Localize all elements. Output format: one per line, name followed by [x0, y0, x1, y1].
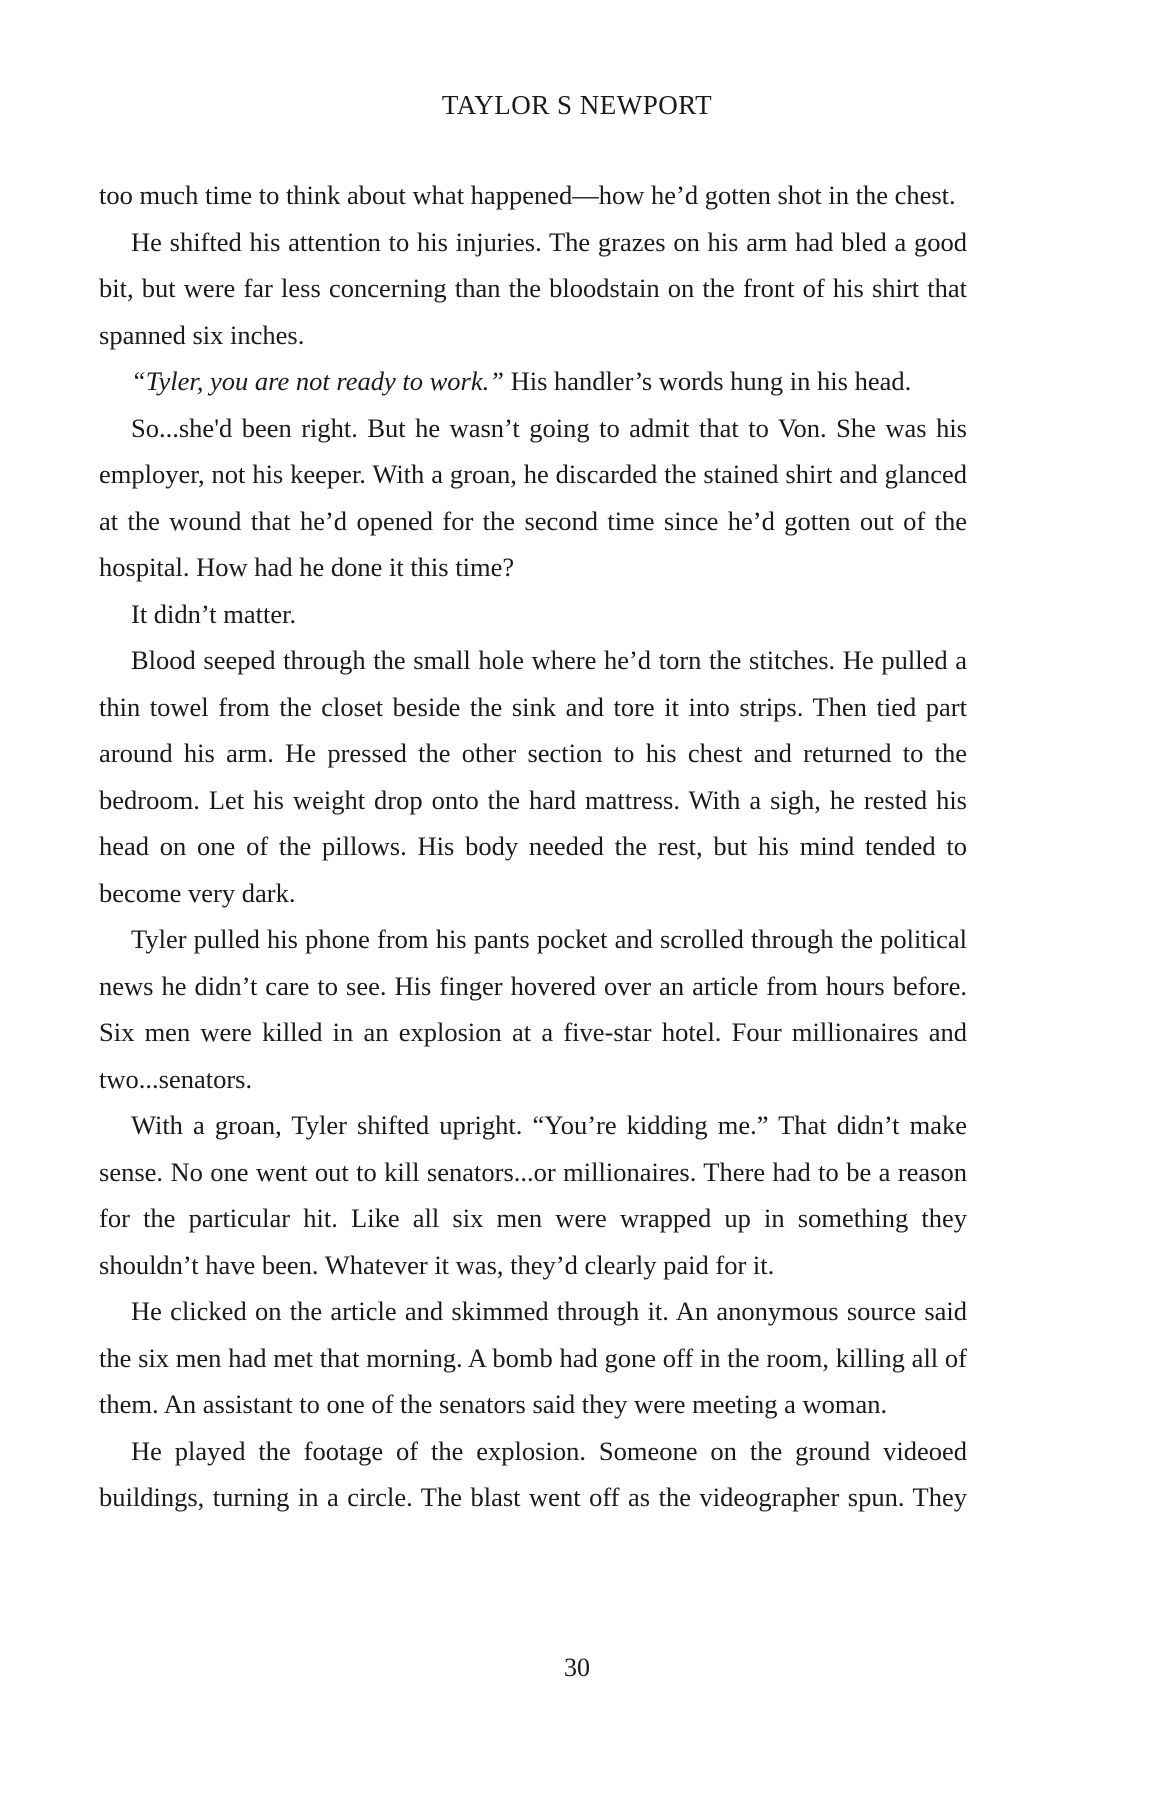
paragraph-6: Blood seeped through the small hole where he’d torn the stitches. He pulled a thin towel from the closet beside the sink and tore it into strips. Then tied part around his arm. He pressed the other section to his chest and returned to the bedroom. Let his weight drop onto the hard mattress. With a sigh, he rested his head on one of the pillows. His body needed the rest, but his mind tended to become very dark.: [99, 645, 967, 908]
running-head-author: TAYLOR S NEWPORT: [441, 90, 713, 120]
page-number: 30: [564, 1653, 590, 1682]
paragraph-3-rest: His handler’s words hung in his head.: [503, 366, 912, 396]
paragraph-10: He played the footage of the explosion. Someone on the ground videoed buildings, turning in a circle. The blast went off as the videographer spun. They: [99, 1435, 967, 1512]
body-text: [99, 172, 967, 1521]
paragraph-4: So...she'd been right. But he wasn’t going to admit that to Von. She was his employer, not his keeper. With a groan, he discarded the stained shirt and glanced at the wound that he’d opened for the second time since he’d gotten out of the hospital. How had he done it this time?: [99, 412, 967, 582]
paragraph-2: He shifted his attention to his injuries. The grazes on his arm had bled a good bit, but were far less concerning than the bloodstain on the front of his shirt that spanned six inches.: [99, 226, 967, 350]
paragraph-3: [99, 358, 967, 405]
paragraph-8: With a groan, Tyler shifted upright. “You’re kidding me.” That didn’t make sense. No one went out to kill senators...or millionaires. There had to be a reason for the particular hit. Like all six men were wrapped up in something they shouldn’t have been. Whatever it was, they’d clearly paid for it.: [99, 1110, 967, 1280]
paragraph-7: Tyler pulled his phone from his pants pocket and scrolled through the political news he didn’t care to see. His finger hovered over an article from hours before. Six men were killed in an explosion at a five-star hotel. Four millionaires and two...senators.: [99, 924, 967, 1094]
paragraph-5: It didn’t matter.: [131, 598, 297, 629]
paragraph-1: too much time to think about what happened—how he’d gotten shot in the chest.: [99, 180, 956, 210]
paragraph-9: He clicked on the article and skimmed through it. An anonymous source said the six men had met that morning. A bomb had gone off in the room, killing all of them. An assistant to one of the senators said they were meeting a woman.: [99, 1296, 967, 1419]
handler-quote: “Tyler, you are not ready to work.”: [131, 366, 504, 396]
